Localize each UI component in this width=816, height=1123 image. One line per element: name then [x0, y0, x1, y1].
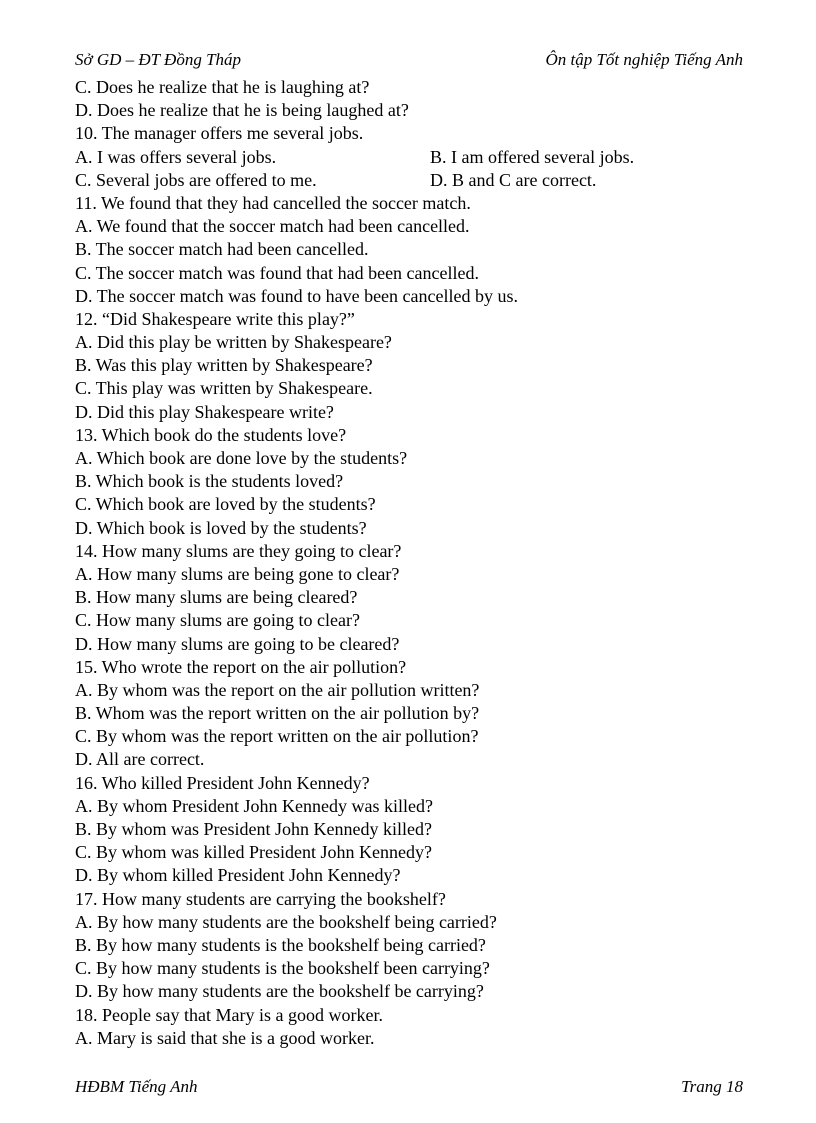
answer-option: C. Which book are loved by the students? [75, 494, 376, 515]
answer-option: D. The soccer match was found to have been cancelled by us. [75, 285, 519, 306]
question-line: 11. We found that they had cancelled the soccer match. [75, 192, 471, 213]
answer-option: D. All are correct. [75, 749, 205, 770]
question-line: 14. How many slums are they going to clear? [75, 540, 402, 561]
answer-option: C. By how many students is the bookshelf been carrying? [75, 958, 490, 979]
answer-option: C. By whom was the report written on the air pollution? [75, 726, 479, 747]
answer-option: A. I was offers several jobs. [75, 146, 277, 167]
answer-options-row [75, 146, 755, 169]
answer-option: B. Which book is the students loved? [75, 471, 344, 492]
question-line: 18. People say that Mary is a good worker. [75, 1004, 383, 1025]
answer-option: D. Which book is loved by the students? [75, 517, 367, 538]
answer-option: D. By how many students are the bookshelf be carrying? [75, 981, 484, 1002]
document-body [75, 76, 755, 1050]
answer-option: A. By how many students are the bookshelf being carried? [75, 911, 497, 932]
answer-option: C. Does he realize that he is laughing at? [75, 77, 370, 97]
answer-option: A. Mary is said that she is a good worker. [75, 1027, 375, 1048]
answer-option: C. By whom was killed President John Kennedy? [75, 842, 432, 863]
answer-option: B. How many slums are being cleared? [75, 587, 358, 608]
answer-option: A. By whom was the report on the air pollution written? [75, 679, 480, 700]
footer-left: HĐBM Tiếng Anh [75, 1077, 198, 1096]
answer-option: B. I am offered several jobs. [430, 146, 635, 167]
answer-options-row [75, 169, 755, 192]
answer-option: C. How many slums are going to clear? [75, 610, 360, 631]
page-footer [75, 1077, 743, 1101]
question-line: 10. The manager offers me several jobs. [75, 123, 364, 144]
question-line: 13. Which book do the students love? [75, 424, 347, 445]
answer-option: B. Was this play written by Shakespeare? [75, 355, 373, 376]
answer-option: D. How many slums are going to be cleared? [75, 633, 400, 654]
answer-option: D. B and C are correct. [430, 169, 597, 190]
answer-option: B. Whom was the report written on the air pollution by? [75, 703, 480, 724]
answer-option: B. The soccer match had been cancelled. [75, 239, 369, 260]
question-line: 12. “Did Shakespeare write this play?” [75, 308, 355, 329]
answer-option: D. Did this play Shakespeare write? [75, 401, 334, 422]
answer-option: A. We found that the soccer match had been cancelled. [75, 216, 470, 237]
answer-option: A. Did this play be written by Shakespeare? [75, 332, 392, 353]
answer-option: C. The soccer match was found that had been cancelled. [75, 262, 480, 283]
answer-option: A. By whom President John Kennedy was killed? [75, 795, 433, 816]
answer-option: D. By whom killed President John Kennedy? [75, 865, 401, 886]
question-line: 17. How many students are carrying the bookshelf? [75, 888, 446, 909]
question-line: 15. Who wrote the report on the air pollution? [75, 656, 407, 677]
answer-option: A. How many slums are being gone to clear? [75, 563, 400, 584]
header-right: Ôn tập Tốt nghiệp Tiếng Anh [545, 50, 743, 69]
answer-option: D. Does he realize that he is being laughed at? [75, 100, 409, 121]
header-left: Sở GD – ĐT Đồng Tháp [75, 50, 242, 69]
answer-option: C. This play was written by Shakespeare. [75, 378, 373, 399]
question-line: 16. Who killed President John Kennedy? [75, 772, 370, 793]
answer-option: B. By whom was President John Kennedy killed? [75, 819, 432, 839]
answer-option: C. Several jobs are offered to me. [75, 169, 317, 190]
answer-option: A. Which book are done love by the students? [75, 448, 408, 468]
page-header [75, 50, 743, 74]
answer-option: B. By how many students is the bookshelf being carried? [75, 934, 486, 955]
page-number: Trang 18 [681, 1077, 743, 1096]
